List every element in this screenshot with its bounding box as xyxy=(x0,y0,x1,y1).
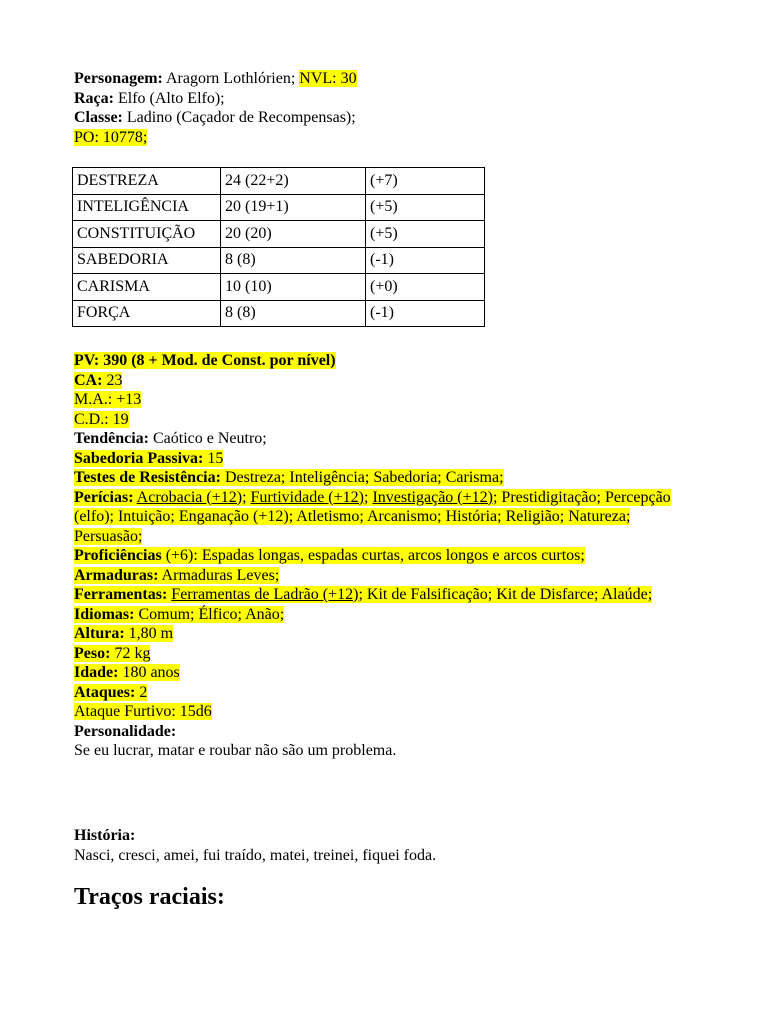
testes-label: Testes de Resistência: xyxy=(74,469,221,486)
ma-value: M.A.: +13 xyxy=(74,391,142,408)
ataques-value: 2 xyxy=(135,683,148,701)
classe-value: Ladino (Caçador de Recompensas); xyxy=(122,109,356,126)
altura-line xyxy=(74,624,694,644)
attribute-score: 8 (8) xyxy=(221,300,366,327)
ca-label: CA: xyxy=(74,371,103,389)
ca-value: 23 xyxy=(102,371,123,389)
armaduras-value: Armaduras Leves; xyxy=(158,566,280,584)
historia-text: Nasci, cresci, amei, fui traído, matei, treinei, fiquei foda. xyxy=(74,846,437,864)
tendencia-value: Caótico e Neutro; xyxy=(148,430,267,447)
historia-label: História: xyxy=(74,827,136,844)
idade-label: Idade: xyxy=(74,664,119,681)
altura-value: 1,80 m xyxy=(124,625,174,642)
pericia-furtividade: Furtividade (+12) xyxy=(250,488,364,506)
personalidade-text-line xyxy=(74,741,694,761)
cd-value: C.D.: 19 xyxy=(74,410,129,428)
testes-value: Destreza; Inteligência; Sabedoria; Carisma; xyxy=(220,469,504,486)
ma-line xyxy=(74,390,694,410)
attributes-table xyxy=(72,167,485,327)
armaduras-label: Armaduras: xyxy=(74,566,159,584)
armaduras-line xyxy=(74,566,694,586)
classe-line xyxy=(74,108,694,128)
attribute-score: 20 (19+1) xyxy=(221,194,366,221)
pericia-acrobacia: Acrobacia (+12) xyxy=(136,488,243,506)
po-value: PO: 10778; xyxy=(74,128,148,146)
attribute-row xyxy=(73,194,485,221)
pv-line xyxy=(74,351,694,371)
ferramentas-rest: ; Kit de Falsificação; Kit de Disfarce; Alaúde; xyxy=(358,586,653,603)
tendencia-line xyxy=(74,429,694,449)
historia-block xyxy=(74,826,694,865)
attribute-modifier: (-1) xyxy=(366,300,485,327)
sabedoria-passiva-line xyxy=(74,449,694,469)
personagem-label: Personagem: xyxy=(74,70,163,87)
peso-value: 72 kg xyxy=(110,644,151,662)
personagem-value: Aragorn Lothlórien; xyxy=(162,70,300,87)
ataques-label: Ataques: xyxy=(74,683,136,701)
attribute-row xyxy=(73,274,485,301)
attribute-name: INTELIGÊNCIA xyxy=(73,194,221,221)
pericias-rest: ; Prestidigitação; Percepção (elfo); Intuição; Enganação (+12); Atletismo; Arcanismo; História; Religião; Natureza; Persuasão; xyxy=(74,488,671,545)
attribute-name: CONSTITUIÇÃO xyxy=(73,221,221,248)
personalidade-label-line xyxy=(74,722,694,742)
attribute-score: 24 (22+2) xyxy=(221,168,366,195)
attribute-name: FORÇA xyxy=(73,300,221,327)
tendencia-label: Tendência: xyxy=(74,430,149,447)
ataques-line xyxy=(74,683,694,703)
ataque-furtivo-line xyxy=(74,702,694,722)
attribute-modifier: (+5) xyxy=(366,221,485,248)
idiomas-value: Comum; Élfico; Anão; xyxy=(134,605,285,623)
raca-label: Raça: xyxy=(74,89,114,107)
attribute-name: DESTREZA xyxy=(73,168,221,195)
sabedoria-passiva-value: 15 xyxy=(203,449,224,467)
attribute-row xyxy=(73,221,485,248)
peso-label: Peso: xyxy=(74,644,111,662)
attribute-score: 8 (8) xyxy=(221,247,366,274)
altura-label: Altura: xyxy=(74,625,125,642)
idade-line xyxy=(74,663,694,683)
attribute-row xyxy=(73,168,485,195)
po-line xyxy=(74,128,694,148)
ferramentas-label: Ferramentas: xyxy=(74,586,168,603)
pericias-label: Perícias: xyxy=(74,488,134,506)
ferramentas-line xyxy=(74,585,694,605)
sabedoria-passiva-label: Sabedoria Passiva: xyxy=(74,449,204,467)
cd-line xyxy=(74,410,694,430)
classe-label: Classe: xyxy=(74,109,123,126)
attribute-name: SABEDORIA xyxy=(73,247,221,274)
personagem-line xyxy=(74,69,694,89)
stats-block xyxy=(74,351,694,761)
attribute-row xyxy=(73,247,485,274)
nvl-value: NVL: 30 xyxy=(299,70,357,87)
ataque-furtivo-value: Ataque Furtivo: 15d6 xyxy=(74,703,212,720)
peso-line xyxy=(74,644,694,664)
pericia-investigacao: Investigação (+12) xyxy=(372,488,493,506)
raca-line xyxy=(74,89,694,109)
proficiencias-label: Proficiências xyxy=(74,547,162,564)
attribute-modifier: (-1) xyxy=(366,247,485,274)
proficiencias-line xyxy=(74,546,694,566)
pericias-line: Perícias: Acrobacia (+12); Furtividade (+12); Investigação (+12); Prestidigitação; Percepção (elfo); Intuição; Enganação (+12); Atletismo; Arcanismo; História; Religião; Natureza; Persuasão; xyxy=(74,488,671,545)
personalidade-label: Personalidade: xyxy=(74,722,177,740)
tracos-raciais-heading: Traços raciais: xyxy=(74,884,225,910)
attribute-modifier: (+5) xyxy=(366,194,485,221)
attribute-name: CARISMA xyxy=(73,274,221,301)
raca-value: Elfo (Alto Elfo); xyxy=(113,89,225,107)
attribute-modifier: (+0) xyxy=(366,274,485,301)
attribute-modifier: (+7) xyxy=(366,168,485,195)
character-header xyxy=(74,69,694,147)
attribute-score: 20 (20) xyxy=(221,221,366,248)
ferramenta-ladrao: Ferramentas de Ladrão (+12) xyxy=(171,586,359,603)
testes-line xyxy=(74,468,694,488)
attribute-row xyxy=(73,300,485,327)
ca-line xyxy=(74,371,694,391)
idiomas-label: Idiomas: xyxy=(74,605,135,623)
idiomas-line xyxy=(74,605,694,625)
idade-value: 180 anos xyxy=(118,664,180,681)
personalidade-text: Se eu lucrar, matar e roubar não são um problema. xyxy=(74,742,397,759)
proficiencias-value: (+6): Espadas longas, espadas curtas, arcos longos e arcos curtos; xyxy=(161,547,585,564)
pv-value: PV: 390 (8 + Mod. de Const. por nível) xyxy=(74,352,336,369)
attribute-score: 10 (10) xyxy=(221,274,366,301)
